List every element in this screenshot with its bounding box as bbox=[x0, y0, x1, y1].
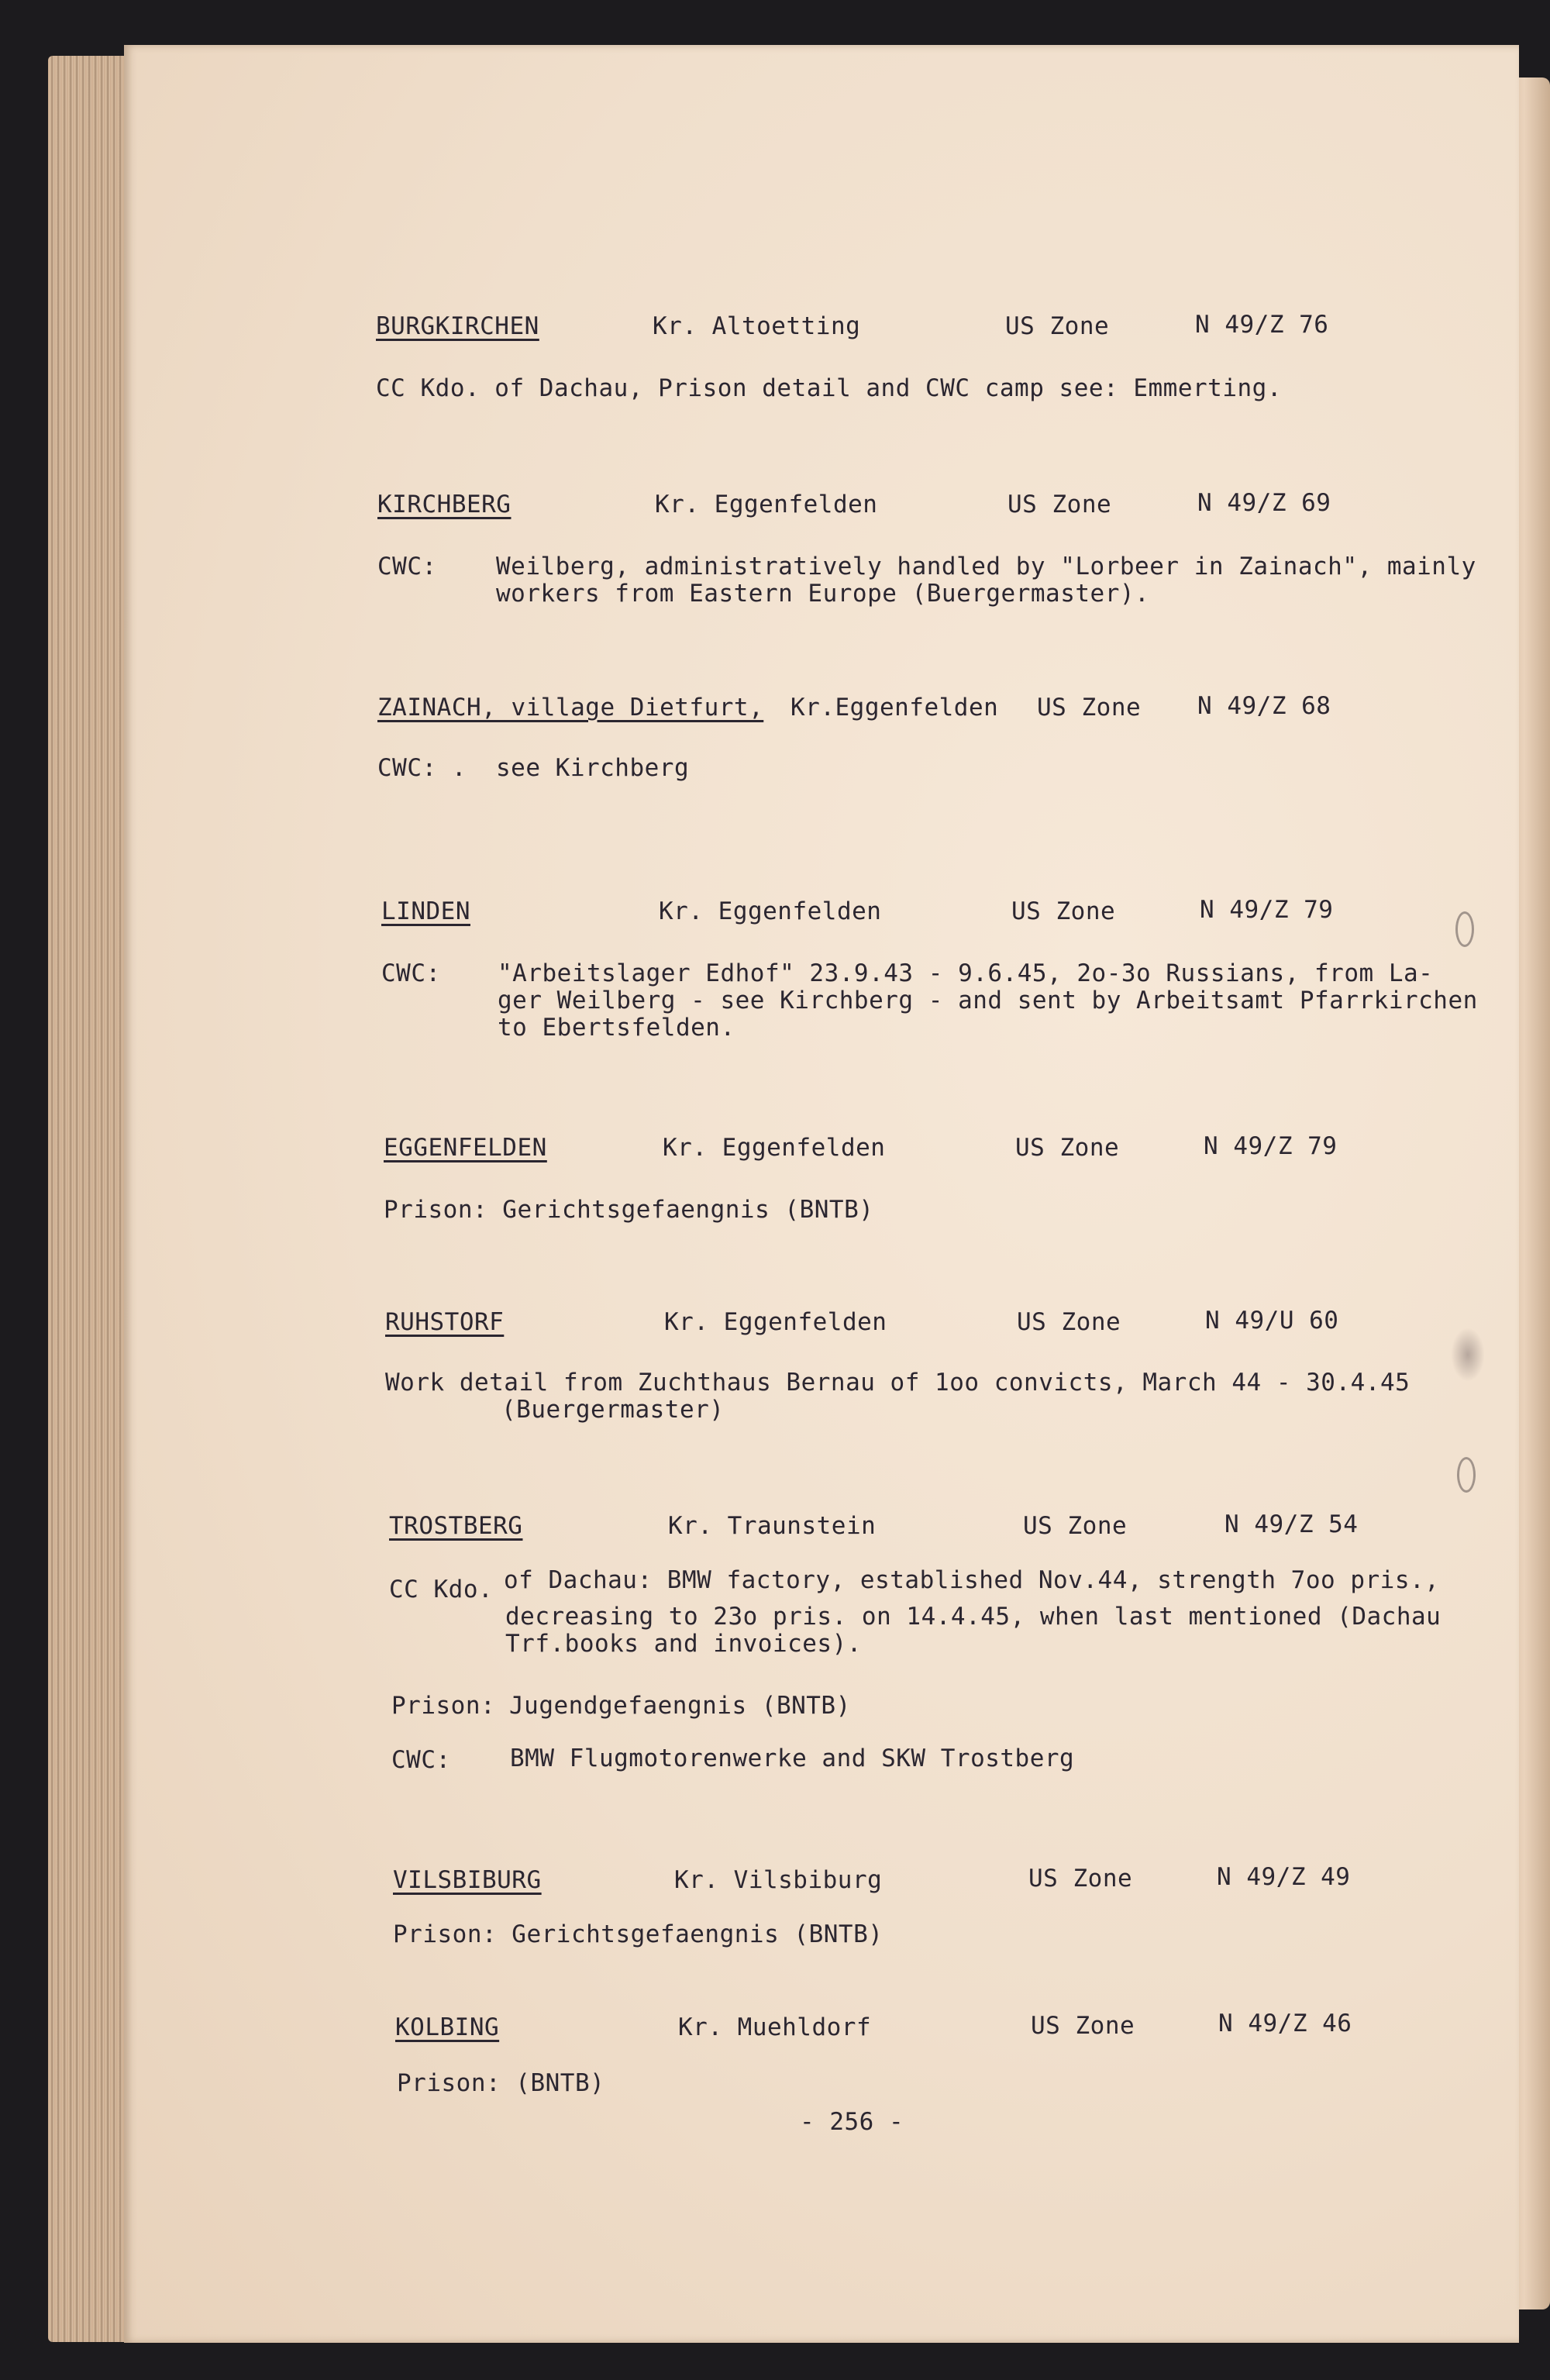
entry-place: VILSBIBURG bbox=[393, 1866, 542, 1894]
entry-district: Kr.Eggenfelden bbox=[790, 694, 999, 722]
entry-place: KIRCHBERG bbox=[377, 491, 512, 518]
entry-line: BMW Flugmotorenwerke and SKW Trostberg bbox=[510, 1745, 1075, 1772]
entry-line: Prison: Gerichtsgefaengnis (BNTB) bbox=[384, 1196, 874, 1224]
entry-ref: N 49/Z 79 bbox=[1204, 1132, 1338, 1160]
entry-district: Kr. Eggenfelden bbox=[664, 1308, 887, 1336]
entry-label: CC Kdo. bbox=[389, 1576, 494, 1603]
entry-ref: N 49/Z 76 bbox=[1195, 311, 1329, 339]
entry-label: CWC: bbox=[377, 553, 437, 580]
entry-label: CWC: bbox=[391, 1746, 451, 1774]
entry-line: CC Kdo. of Dachau, Prison detail and CWC camp see: Emmerting. bbox=[376, 374, 1282, 402]
entry-place: KOLBING bbox=[395, 2013, 500, 2041]
entry-line: ger Weilberg - see Kirchberg - and sent by Arbeitsamt Pfarrkirchen bbox=[498, 987, 1478, 1014]
punch-hole-mark bbox=[1455, 911, 1474, 947]
entry-line: "Arbeitslager Edhof" 23.9.43 - 9.6.45, 2o-3o Russians, from La- bbox=[498, 959, 1434, 987]
entry-district: Kr. Eggenfelden bbox=[663, 1134, 886, 1162]
entry-zone: US Zone bbox=[1008, 491, 1112, 518]
entry-ref: N 49/Z 49 bbox=[1217, 1863, 1351, 1891]
entry-district: Kr. Muehldorf bbox=[678, 2013, 872, 2041]
entry-place: EGGENFELDEN bbox=[384, 1134, 547, 1162]
entry-zone: US Zone bbox=[1005, 312, 1110, 340]
entry-line: (Buergermaster) bbox=[501, 1396, 725, 1424]
page-number: - 256 - bbox=[800, 2108, 904, 2136]
entry-label: CWC: . bbox=[377, 754, 467, 782]
entry-line: Work detail from Zuchthaus Bernau of 1oo convicts, March 44 - 30.4.45 bbox=[385, 1369, 1410, 1397]
entry-district: Kr. Eggenfelden bbox=[655, 491, 878, 518]
entry-line: decreasing to 23o pris. on 14.4.45, when last mentioned (Dachau bbox=[505, 1603, 1442, 1631]
entry-place: BURGKIRCHEN bbox=[376, 312, 539, 340]
entry-place: LINDEN bbox=[381, 897, 470, 925]
entry-label: Prison: bbox=[391, 1692, 496, 1720]
entry-district: Kr. Altoetting bbox=[653, 312, 861, 340]
entry-line: workers from Eastern Europe (Buergermaster). bbox=[496, 580, 1150, 608]
entry-zone: US Zone bbox=[1015, 1134, 1120, 1162]
entry-zone: US Zone bbox=[1011, 897, 1116, 925]
entry-zone: US Zone bbox=[1023, 1512, 1128, 1540]
entry-ref: N 49/Z 69 bbox=[1197, 489, 1331, 517]
entry-ref: N 49/Z 79 bbox=[1200, 896, 1334, 924]
entry-district: Kr. Eggenfelden bbox=[659, 897, 882, 925]
entry-ref: N 49/U 60 bbox=[1205, 1307, 1339, 1335]
entry-zone: US Zone bbox=[1031, 2012, 1135, 2040]
entry-line: Trf.books and invoices). bbox=[505, 1630, 862, 1658]
entry-line: of Dachau: BMW factory, established Nov.44, strength 7oo pris., bbox=[504, 1566, 1440, 1594]
entry-zone: US Zone bbox=[1017, 1308, 1121, 1336]
entry-line: see Kirchberg bbox=[496, 754, 690, 782]
entry-district: Kr. Traunstein bbox=[668, 1512, 877, 1540]
entry-line: Weilberg, administratively handled by "Lorbeer in Zainach", mainly bbox=[496, 553, 1476, 580]
document-page bbox=[124, 45, 1519, 2343]
entry-place: ZAINACH, village Dietfurt, bbox=[377, 694, 764, 722]
ink-smudge bbox=[1451, 1328, 1485, 1382]
entry-ref: N 49/Z 46 bbox=[1218, 2010, 1352, 2037]
entry-line: to Ebertsfelden. bbox=[498, 1014, 735, 1042]
entry-district: Kr. Vilsbiburg bbox=[674, 1866, 883, 1894]
entry-ref: N 49/Z 54 bbox=[1224, 1510, 1359, 1538]
entry-label: CWC: bbox=[381, 959, 441, 987]
entry-line: Prison: Gerichtsgefaengnis (BNTB) bbox=[393, 1920, 884, 1948]
punch-hole-mark bbox=[1457, 1457, 1476, 1493]
entry-ref: N 49/Z 68 bbox=[1197, 692, 1331, 720]
entry-zone: US Zone bbox=[1028, 1865, 1133, 1893]
entry-line: Prison: (BNTB) bbox=[397, 2069, 605, 2097]
entry-place: TROSTBERG bbox=[389, 1512, 523, 1540]
entry-line: Jugendgefaengnis (BNTB) bbox=[509, 1692, 851, 1720]
entry-zone: US Zone bbox=[1037, 694, 1142, 722]
entry-place: RUHSTORF bbox=[385, 1308, 505, 1336]
